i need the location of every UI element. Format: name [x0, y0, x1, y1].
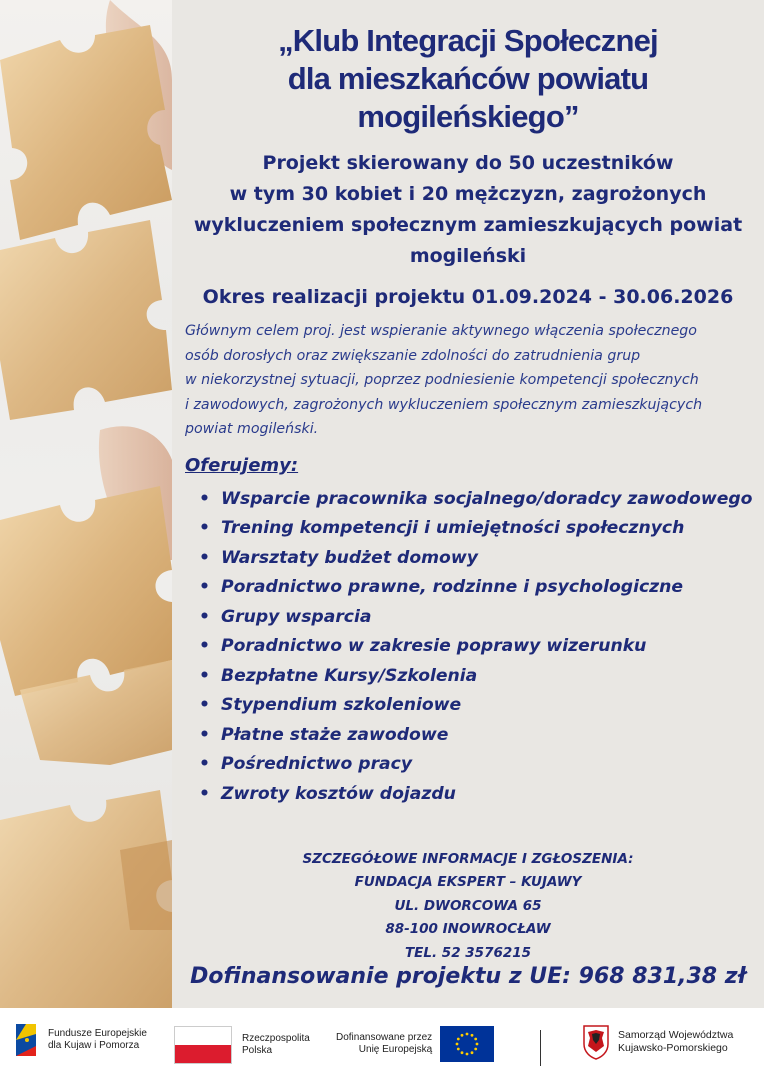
subtitle-line: wykluczeniem społecznym zamieszkujących powiat	[193, 214, 743, 236]
offer-item: • Trening kompetencji i umiejętności społecznych	[199, 514, 759, 544]
eu-logo	[336, 1026, 494, 1062]
eu-logo-line: Unię Europejską	[358, 1044, 433, 1055]
contact-organization: FUNDACJA EKSPERT – KUJAWY	[354, 874, 582, 891]
polish-flag-icon	[174, 1026, 232, 1064]
contact-heading: SZCZEGÓŁOWE INFORMACJE I ZGŁOSZENIA:	[302, 851, 634, 867]
page-title	[172, 22, 764, 136]
contact-phone: TEL. 52 3576215	[404, 944, 532, 961]
offer-item: • Poradnictwo prawne, rodzinne i psychologiczne	[199, 573, 759, 603]
offer-item: • Warsztaty budżet domowy	[199, 544, 759, 574]
offer-item: • Pośrednictwo pracy	[199, 750, 759, 780]
subtitle-line: Projekt skierowany do 50 uczestników	[262, 152, 674, 174]
fe-logo-line: Fundusze Europejskie	[48, 1028, 147, 1039]
offer-item: • Poradnictwo w zakresie poprawy wizerunku	[199, 632, 759, 662]
project-target	[172, 148, 764, 272]
contact-city: 88-100 INOWROCŁAW	[385, 921, 551, 938]
title-line: mogileńskiego”	[357, 99, 579, 134]
sw-logo	[582, 1024, 733, 1060]
puzzle-pieces-icon	[0, 0, 172, 1008]
title-line: dla mieszkańców powiatu	[287, 61, 649, 96]
offer-list	[199, 485, 759, 809]
offer-heading: Oferujemy:	[185, 455, 299, 476]
offer-item: • Wsparcie pracownika socjalnego/doradcy zawodowego	[199, 485, 759, 514]
offer-item: • Bezpłatne Kursy/Szkolenia	[199, 662, 759, 692]
offer-item: • Zwroty kosztów dojazdu	[199, 780, 759, 810]
subtitle-line: w tym 30 kobiet i 20 mężczyzn, zagrożonych	[229, 183, 707, 205]
offer-item: • Grupy wsparcia	[199, 603, 759, 633]
footer-divider	[540, 1030, 541, 1066]
content-panel	[172, 0, 764, 1008]
fe-logo-icon	[12, 1020, 40, 1060]
sw-logo-line: Kujawsko-Pomorskiego	[618, 1042, 728, 1054]
coat-of-arms-icon	[582, 1024, 610, 1060]
project-goal: Głównym celem proj. jest wspieranie aktywnego włączenia społecznego osób dorosłych oraz zwiększanie zdolności do zatrudnienia grup w niekorzystnej sytuacji, poprzez podniesienie kompetencji społecznych i zawodowych, zagrożonych wykluczeniem społecznym zamieszkujących powiat mogileński.	[185, 323, 703, 437]
footer-logos	[0, 1008, 764, 1080]
sw-logo-line: Samorząd Województwa	[618, 1029, 734, 1041]
pl-logo-line: Polska	[242, 1045, 273, 1056]
subtitle-line: mogileński	[409, 245, 527, 267]
pl-logo-line: Rzeczpospolita	[242, 1033, 310, 1044]
puzzle-photo	[0, 0, 172, 1008]
fe-logo-line: dla Kujaw i Pomorza	[48, 1040, 140, 1051]
offer-item: • Stypendium szkoleniowe	[199, 691, 759, 721]
project-period: Okres realizacji projektu 01.09.2024 - 30.06.2026	[202, 286, 734, 308]
contact-street: UL. DWORCOWA 65	[394, 897, 542, 914]
funding-amount: Dofinansowanie projektu z UE: 968 831,38 zł	[190, 964, 746, 989]
eu-logo-line: Dofinansowane przez	[336, 1032, 433, 1043]
contact-info	[172, 848, 764, 965]
eu-flag-icon	[440, 1026, 494, 1062]
offer-item: • Płatne staże zawodowe	[199, 721, 759, 751]
title-line: „Klub Integracji Społecznej	[278, 23, 658, 58]
fe-logo	[12, 1020, 147, 1060]
pl-logo	[174, 1026, 310, 1064]
